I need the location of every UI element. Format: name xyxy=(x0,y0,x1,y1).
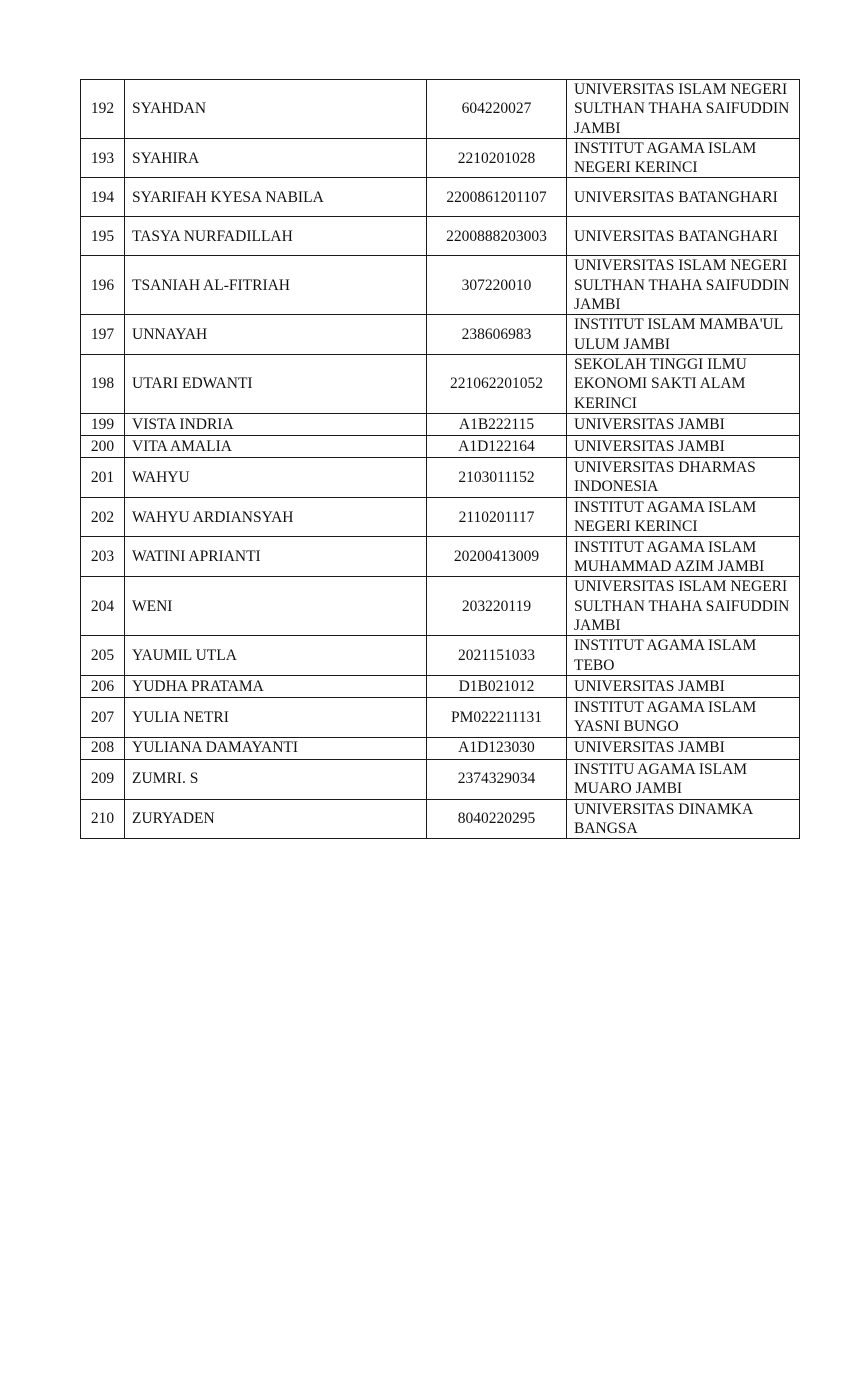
row-number: 196 xyxy=(81,256,125,315)
row-number: 198 xyxy=(81,354,125,413)
student-id: 221062201052 xyxy=(427,354,567,413)
table-row xyxy=(81,435,800,457)
row-number: 203 xyxy=(81,537,125,577)
institution: INSTITUT AGAMA ISLAM YASNI BUNGO xyxy=(567,697,800,737)
institution: INSTITUT AGAMA ISLAM MUHAMMAD AZIM JAMBI xyxy=(567,537,800,577)
participant-table xyxy=(80,79,800,839)
table-row xyxy=(81,354,800,413)
institution: UNIVERSITAS BATANGHARI xyxy=(567,178,800,217)
institution: SEKOLAH TINGGI ILMU EKONOMI SAKTI ALAM KERINCI xyxy=(567,354,800,413)
student-id: 2374329034 xyxy=(427,759,567,799)
table-row xyxy=(81,799,800,839)
table-row xyxy=(81,315,800,355)
student-id: 2210201028 xyxy=(427,138,567,178)
table-row xyxy=(81,178,800,217)
row-number: 210 xyxy=(81,799,125,839)
row-number: 209 xyxy=(81,759,125,799)
participant-name: TSANIAH AL-FITRIAH xyxy=(125,256,427,315)
student-id: 2103011152 xyxy=(427,457,567,497)
table-row xyxy=(81,577,800,636)
participant-name: YAUMIL UTLA xyxy=(125,636,427,676)
table-row xyxy=(81,138,800,178)
row-number: 201 xyxy=(81,457,125,497)
student-id: A1B222115 xyxy=(427,413,567,435)
row-number: 208 xyxy=(81,737,125,759)
student-id: 238606983 xyxy=(427,315,567,355)
table-row xyxy=(81,537,800,577)
institution: INSTITUT ISLAM MAMBA'UL ULUM JAMBI xyxy=(567,315,800,355)
institution: UNIVERSITAS ISLAM NEGERI SULTHAN THAHA SAIFUDDIN JAMBI xyxy=(567,256,800,315)
institution: UNIVERSITAS ISLAM NEGERI SULTHAN THAHA SAIFUDDIN JAMBI xyxy=(567,577,800,636)
student-id: 2200888203003 xyxy=(427,217,567,256)
institution: UNIVERSITAS ISLAM NEGERI SULTHAN THAHA SAIFUDDIN JAMBI xyxy=(567,80,800,139)
participant-name: TASYA NURFADILLAH xyxy=(125,217,427,256)
institution: INSTITUT AGAMA ISLAM TEBO xyxy=(567,636,800,676)
student-id: PM022211131 xyxy=(427,697,567,737)
participant-name: UTARI EDWANTI xyxy=(125,354,427,413)
participant-name: WENI xyxy=(125,577,427,636)
row-number: 193 xyxy=(81,138,125,178)
student-id: D1B021012 xyxy=(427,675,567,697)
participant-name: ZUMRI. S xyxy=(125,759,427,799)
row-number: 200 xyxy=(81,435,125,457)
row-number: 197 xyxy=(81,315,125,355)
table-row xyxy=(81,217,800,256)
institution: UNIVERSITAS JAMBI xyxy=(567,435,800,457)
participant-name: UNNAYAH xyxy=(125,315,427,355)
student-id: A1D122164 xyxy=(427,435,567,457)
participant-name: ZURYADEN xyxy=(125,799,427,839)
institution: INSTITUT AGAMA ISLAM NEGERI KERINCI xyxy=(567,138,800,178)
table-row xyxy=(81,256,800,315)
table-row xyxy=(81,675,800,697)
institution: UNIVERSITAS BATANGHARI xyxy=(567,217,800,256)
student-id: 2200861201107 xyxy=(427,178,567,217)
row-number: 194 xyxy=(81,178,125,217)
student-id: 20200413009 xyxy=(427,537,567,577)
institution: INSTITUT AGAMA ISLAM NEGERI KERINCI xyxy=(567,497,800,537)
participant-name: WAHYU ARDIANSYAH xyxy=(125,497,427,537)
student-id: 2110201117 xyxy=(427,497,567,537)
row-number: 207 xyxy=(81,697,125,737)
participant-name: WATINI APRIANTI xyxy=(125,537,427,577)
institution: INSTITU AGAMA ISLAM MUARO JAMBI xyxy=(567,759,800,799)
row-number: 206 xyxy=(81,675,125,697)
row-number: 202 xyxy=(81,497,125,537)
row-number: 205 xyxy=(81,636,125,676)
participant-name: VISTA INDRIA xyxy=(125,413,427,435)
student-id: 2021151033 xyxy=(427,636,567,676)
institution: UNIVERSITAS JAMBI xyxy=(567,413,800,435)
table-row xyxy=(81,759,800,799)
participant-name: VITA AMALIA xyxy=(125,435,427,457)
row-number: 204 xyxy=(81,577,125,636)
row-number: 199 xyxy=(81,413,125,435)
table-row xyxy=(81,497,800,537)
participant-name: WAHYU xyxy=(125,457,427,497)
student-id: 8040220295 xyxy=(427,799,567,839)
participant-name: YULIA NETRI xyxy=(125,697,427,737)
participant-name: YUDHA PRATAMA xyxy=(125,675,427,697)
table-row xyxy=(81,636,800,676)
participant-name: SYAHDAN xyxy=(125,80,427,139)
student-id: 307220010 xyxy=(427,256,567,315)
participant-name: YULIANA DAMAYANTI xyxy=(125,737,427,759)
institution: UNIVERSITAS JAMBI xyxy=(567,675,800,697)
institution: UNIVERSITAS JAMBI xyxy=(567,737,800,759)
student-id: 203220119 xyxy=(427,577,567,636)
table-row xyxy=(81,457,800,497)
institution: UNIVERSITAS DHARMAS INDONESIA xyxy=(567,457,800,497)
participant-name: SYAHIRA xyxy=(125,138,427,178)
student-id: A1D123030 xyxy=(427,737,567,759)
row-number: 195 xyxy=(81,217,125,256)
participant-name: SYARIFAH KYESA NABILA xyxy=(125,178,427,217)
row-number: 192 xyxy=(81,80,125,139)
table-row xyxy=(81,413,800,435)
table-row xyxy=(81,737,800,759)
student-id: 604220027 xyxy=(427,80,567,139)
table-row xyxy=(81,80,800,139)
table-row xyxy=(81,697,800,737)
institution: UNIVERSITAS DINAMKA BANGSA xyxy=(567,799,800,839)
